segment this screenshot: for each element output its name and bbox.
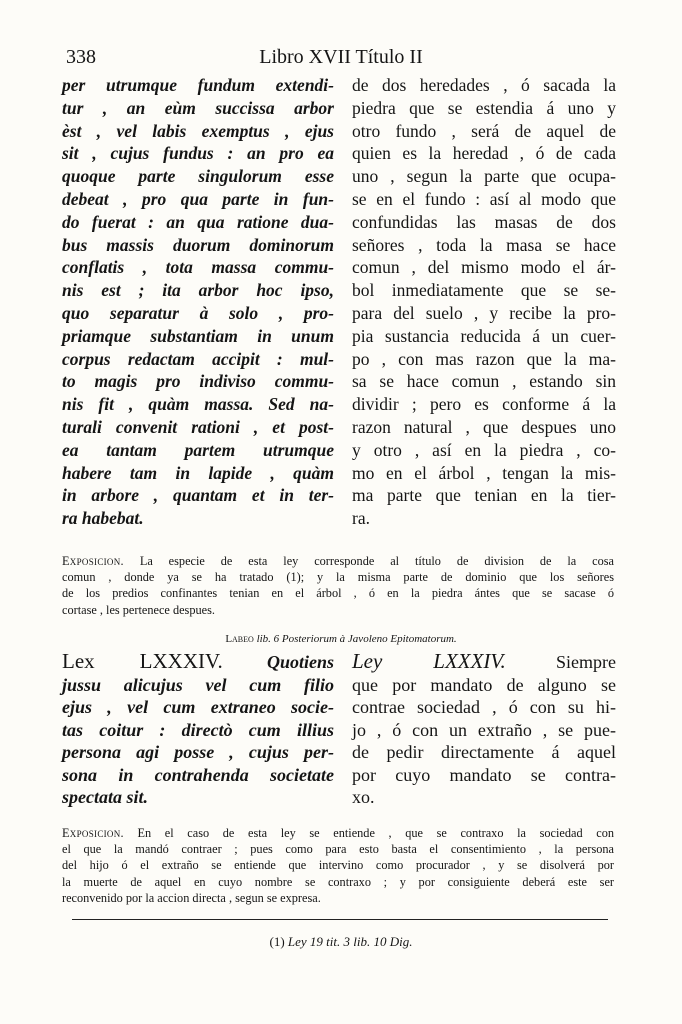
text-line: habere tam in lapide , quàm — [62, 462, 334, 483]
source-work: lib. 6 Posteriorum à Javoleno Epitomatorum. — [256, 633, 457, 645]
text-line: y otro , así en la piedra , co- — [352, 439, 616, 460]
text-line: mo en el árbol , tengan la mis- — [352, 462, 616, 483]
text-line: el que la mandó contraer ; pues como para esto basta el consentimiento , la persona — [62, 842, 614, 857]
text-line: debeat , pro qua parte in fun- — [62, 188, 334, 209]
text-line: Exposicion. La especie de esta ley corresponde al título de division de la cosa — [62, 554, 614, 568]
text-line: Ley LXXXIV. Siempre — [352, 649, 616, 673]
text-line: priamque substantiam in unum — [62, 325, 334, 346]
ley-heading: Ley LXXXIV. — [352, 649, 506, 673]
text-line: do fuerat : an qua ratione dua- — [62, 211, 334, 232]
text-line: comun , del mismo modo el ár- — [352, 257, 616, 278]
lex-84-latin — [62, 650, 334, 809]
text-line: cortase , les pertenece despues. — [62, 602, 215, 617]
text-line: para del suelo , y recibe la pro- — [352, 302, 616, 323]
text-line: la muerte de aquel en cuyo nombre se contraxo ; y por consiguiente deberá este ser — [62, 874, 614, 889]
text-line: de dos heredades , ó sacada la — [352, 75, 616, 95]
text-line: spectata sit. — [62, 787, 148, 807]
latin-column — [62, 74, 334, 530]
text-line: bus massis duorum dominorum — [62, 234, 334, 255]
footnote — [0, 934, 682, 950]
footnote-text: Ley 19 tit. 3 lib. 10 Dig. — [287, 934, 413, 949]
text-line: sona in contrahenda societate — [62, 764, 334, 785]
exposition-paragraph — [62, 825, 614, 906]
text-line: ejus , vel cum extraneo socie- — [62, 697, 334, 717]
text-line: ea tantam partem utrumque — [62, 439, 334, 460]
spanish-column — [352, 74, 616, 530]
text-line: otro fundo , será de aquel de — [352, 120, 616, 141]
text-line: Lex LXXXIV. Quotiens — [62, 649, 334, 673]
text-line: reconvenido por la accion directa , segun se expresa. — [62, 890, 321, 905]
text-line: de pedir directamente á aquel — [352, 742, 616, 762]
text-line: nis fit , quàm massa. Sed na- — [62, 394, 334, 415]
text-line: comun , donde ya se ha tratado (1); y la misma parte de dominio que los señores — [62, 570, 614, 585]
text-line: jo , ó con un extraño , se pue- — [352, 719, 616, 740]
text-line: in arbore , quantam et in ter- — [62, 485, 334, 506]
text-line: uno , segun la parte que ocupa- — [352, 166, 616, 187]
exposition-label: Exposicion. — [62, 826, 124, 840]
text-line: nis est ; ita arbor hoc ipso, — [62, 280, 334, 301]
text-line: tas coitur : directò cum illius — [62, 719, 334, 740]
text-line: piedra que se estendia á uno y — [352, 97, 616, 118]
text-line: to magis pro indiviso commu- — [62, 371, 334, 392]
text-line: sit , cujus fundus : an pro ea — [62, 143, 334, 164]
text-line: conflatis , tota massa commu- — [62, 257, 334, 278]
text-line: de los predios confinantes tenian en el árbol , ó en la piedra ántes que se sacase ó — [62, 586, 614, 601]
text-line: xo. — [352, 787, 375, 807]
text-line: contrae sociedad , ó con su hi- — [352, 697, 616, 717]
text-line: que por mandato de alguno se — [352, 674, 616, 695]
text-line: ra habebat. — [62, 508, 144, 529]
text-line: quoque parte singulorum esse — [62, 166, 334, 187]
exposition-label: Exposicion. — [62, 554, 124, 568]
text-line: señores , toda la masa se hace — [352, 234, 616, 255]
exposition-paragraph — [62, 553, 614, 618]
text-line: per utrumque fundum extendi- — [62, 75, 334, 95]
text-line: persona agi posse , cujus per- — [62, 742, 334, 762]
text-line: quien es la heredad , ó de cada — [352, 143, 616, 164]
text-line: sa se hace comun , estando sin — [352, 371, 616, 392]
footnote-divider — [72, 919, 608, 920]
text-line: se en el fundo : así al modo que — [352, 188, 616, 209]
text-line: Exposicion. En el caso de esta ley se entiende , que se contraxo la sociedad con — [62, 826, 614, 840]
text-line: del hijo ó el extraño se entiende que intervino como procurador , y se disolverá por — [62, 858, 614, 873]
footnote-marker: (1) — [269, 934, 285, 949]
text-line: por cuyo mandato se contra- — [352, 764, 616, 785]
text-line: turali convenit rationi , et post- — [62, 416, 334, 437]
lex-heading: Lex LXXXIV. — [62, 649, 223, 673]
text-line: razon natural , que despues uno — [352, 416, 616, 437]
text-line: ra. — [352, 508, 370, 529]
text-line: po , con mas razon que la ma- — [352, 348, 616, 369]
source-author: Labeo — [225, 633, 254, 645]
page-number: 338 — [66, 46, 96, 68]
text-line: confundidas las masas de dos — [352, 211, 616, 232]
text-line: tur , an eùm succissa arbor — [62, 97, 334, 118]
running-header: Libro XVII Título II — [259, 46, 423, 68]
text-line: ma parte que tenian en la tier- — [352, 485, 616, 506]
text-line: pia sustancia reducida á un cuer- — [352, 325, 616, 346]
text-line: quo separatur à solo , pro- — [62, 302, 334, 323]
text-line: bol inmediatamente que se se- — [352, 280, 616, 301]
source-attribution — [0, 633, 682, 645]
text-line: jussu alicujus vel cum filio — [62, 674, 334, 695]
text-line: corpus redactam accipit : mul- — [62, 348, 334, 369]
text-line: ѐst , vel labis exemptus , ejus — [62, 120, 334, 141]
ley-84-spanish — [352, 650, 616, 809]
text-line: dividir ; pero es conforme á la — [352, 394, 616, 415]
